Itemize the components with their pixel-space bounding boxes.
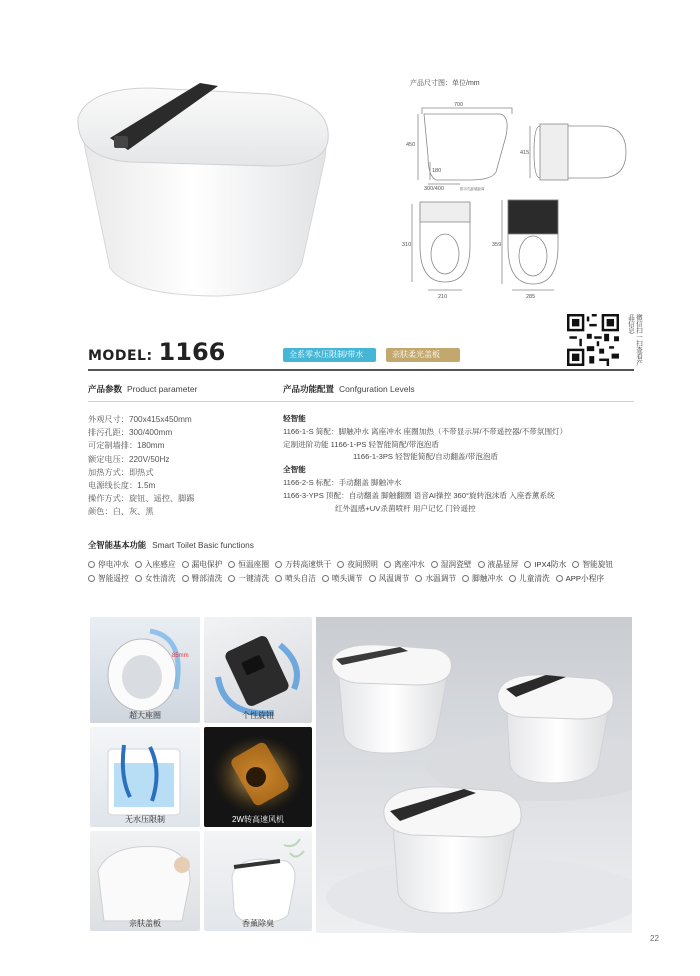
dim-side-rough-in-note: 排污孔距墙距离 bbox=[460, 187, 485, 191]
param-item: 可定制墙排：180mm bbox=[88, 441, 165, 451]
config-line: 红外温感+UV杀菌喷杆 用户记忆 门铃遥控 bbox=[335, 503, 476, 513]
function-label: 万转高速烘干 bbox=[285, 560, 332, 569]
function-label: 喷头调节 bbox=[331, 574, 363, 584]
photo-aroma bbox=[204, 831, 312, 931]
config-heading: 产品功能配置 Confguration Levels bbox=[283, 384, 415, 394]
function-label: 湿润瓷壁 bbox=[440, 560, 472, 569]
function-label: 风温调节 bbox=[378, 574, 410, 584]
function-label: 夜间照明 bbox=[347, 560, 378, 569]
dim-side-width: 700 bbox=[454, 102, 464, 108]
tank-image bbox=[90, 727, 200, 827]
caption-knob: 个性旋钮 bbox=[242, 711, 274, 720]
function-item bbox=[88, 558, 129, 572]
caption-seat: 超大座圈 bbox=[129, 711, 161, 720]
function-item bbox=[369, 572, 410, 586]
config-line: 全智能 bbox=[283, 465, 306, 475]
functions-list bbox=[88, 558, 644, 587]
config-line: 1166-1-3PS 轻智能简配/自动翻盖/带泡泡盾 bbox=[353, 452, 499, 462]
caption-lid: 亲肤盖板 bbox=[129, 919, 161, 928]
dim-bottom-depth-left: 310 bbox=[402, 242, 412, 248]
caption-aroma: 香薰除臭 bbox=[242, 919, 274, 928]
bullet-circle-icon bbox=[524, 561, 531, 568]
feature-tag-water-pressure: 全系零水压限制/带水 bbox=[283, 348, 376, 362]
dim-side-seat: 180 bbox=[432, 168, 442, 174]
param-item: 颜色：白、灰、黑 bbox=[88, 507, 154, 517]
function-item bbox=[228, 558, 269, 572]
photo-water-pressure bbox=[90, 727, 200, 827]
bullet-circle-icon bbox=[509, 575, 516, 582]
bullet-circle-icon bbox=[572, 561, 579, 568]
param-item: 电源线长度：1.5m bbox=[88, 481, 156, 491]
knob-image bbox=[204, 617, 312, 723]
functions-heading: 全智能基本功能 Smart Toilet Basic functions bbox=[88, 540, 254, 550]
bullet-circle-icon bbox=[88, 575, 95, 582]
bullet-circle-icon bbox=[135, 561, 142, 568]
seat-label: 85mm bbox=[172, 653, 189, 659]
photo-lid bbox=[90, 831, 200, 931]
hero-toilet-image bbox=[70, 78, 340, 308]
qr-code[interactable] bbox=[567, 314, 619, 366]
dim-bottom-depth-right: 359 bbox=[492, 242, 502, 248]
aroma-image bbox=[204, 831, 312, 931]
param-item: 额定电压：220V/50Hz bbox=[88, 454, 170, 464]
function-item bbox=[275, 558, 331, 572]
page-number: 22 bbox=[650, 934, 659, 943]
bullet-circle-icon bbox=[88, 561, 95, 568]
function-label: IPX4防水 bbox=[534, 560, 567, 569]
function-label: 儿童清洗 bbox=[518, 574, 550, 584]
function-item bbox=[182, 558, 223, 572]
function-item bbox=[415, 572, 456, 586]
function-item bbox=[337, 558, 378, 572]
function-label: 女性清洗 bbox=[144, 574, 176, 584]
model-number: 1166 bbox=[158, 338, 226, 366]
photo-fan bbox=[204, 727, 312, 827]
function-label: 恒温座圈 bbox=[238, 560, 270, 569]
dim-top-depth: 415 bbox=[520, 150, 530, 156]
function-label: 智能旋钮 bbox=[582, 560, 614, 569]
function-item bbox=[228, 572, 269, 586]
param-item: 排污孔距：300/400mm bbox=[88, 428, 173, 438]
qr-caption: 微信扫一扫查看产品信息 bbox=[627, 314, 642, 366]
bullet-circle-icon bbox=[431, 561, 438, 568]
function-label: 脚触冲水 bbox=[472, 574, 503, 584]
function-label: APP小程序 bbox=[565, 574, 605, 584]
function-item bbox=[524, 558, 566, 572]
fan-image bbox=[204, 727, 312, 827]
function-item bbox=[135, 558, 176, 572]
function-label: 臀部清洗 bbox=[191, 574, 223, 584]
bullet-circle-icon bbox=[275, 575, 282, 582]
caption-water-pressure: 无水压限制 bbox=[125, 815, 165, 824]
model-title bbox=[88, 338, 225, 366]
function-item bbox=[509, 572, 550, 586]
function-label: 喷头自洁 bbox=[285, 574, 316, 584]
function-item bbox=[322, 572, 363, 586]
param-item: 加热方式：即热式 bbox=[88, 467, 154, 477]
function-label: 一键清洗 bbox=[238, 574, 270, 584]
params-list bbox=[88, 413, 194, 519]
dim-side-height: 450 bbox=[406, 142, 416, 148]
feature-tag-soft-lid: 亲肤柔光盖板 bbox=[386, 348, 460, 362]
section-divider bbox=[88, 369, 634, 371]
function-label: 入座感应 bbox=[144, 560, 176, 569]
param-item: 操作方式：旋钮、遥控、脚踢 bbox=[88, 494, 195, 504]
bullet-circle-icon bbox=[462, 575, 469, 582]
dim-bottom-width-right: 285 bbox=[526, 294, 536, 300]
function-item bbox=[431, 558, 472, 572]
dimension-title: 产品尺寸图：单位/mm bbox=[410, 80, 480, 87]
function-label: 水温调节 bbox=[425, 574, 457, 584]
photo-knob bbox=[204, 617, 312, 723]
bullet-circle-icon bbox=[182, 561, 189, 568]
config-line: 定制进阶功能 1166-1-PS 轻智能简配/带泡泡盾 bbox=[283, 439, 439, 449]
config-line: 1166-1-S 简配：脚触冲水 离座冲水 座圈加热（不带显示屏/不带遥控器/不带氛围灯） bbox=[283, 426, 568, 436]
function-label: 液晶显屏 bbox=[487, 560, 519, 569]
function-item bbox=[572, 558, 613, 572]
function-item bbox=[478, 558, 519, 572]
heading-divider bbox=[88, 401, 634, 402]
config-line: 轻智能 bbox=[283, 414, 306, 423]
dimension-drawings bbox=[400, 96, 640, 306]
caption-fan: 2W转高速风机 bbox=[232, 815, 284, 824]
photo-seat bbox=[90, 617, 200, 723]
function-item bbox=[556, 572, 604, 586]
bullet-circle-icon bbox=[275, 561, 282, 568]
function-item bbox=[462, 572, 503, 586]
function-label: 漏电保护 bbox=[191, 560, 223, 569]
model-label: MODEL: bbox=[88, 348, 153, 364]
bullet-circle-icon bbox=[415, 575, 422, 582]
function-item bbox=[88, 572, 129, 586]
param-item: 外观尺寸：700x415x450mm bbox=[88, 415, 192, 424]
bullet-circle-icon bbox=[228, 561, 235, 568]
bullet-circle-icon bbox=[478, 561, 485, 568]
function-label: 停电冲水 bbox=[98, 560, 129, 569]
bullet-circle-icon bbox=[556, 575, 563, 582]
function-item bbox=[182, 572, 223, 586]
config-line: 1166-3-YPS 顶配：自动翻盖 脚触翻圈 语音AI操控 360°旋转泡沫盾 入座香薰系统 bbox=[283, 490, 555, 500]
seat-image bbox=[90, 617, 200, 723]
bullet-circle-icon bbox=[135, 575, 142, 582]
dim-side-rough-in: 300/400 bbox=[424, 186, 444, 192]
config-list bbox=[283, 413, 643, 515]
params-heading: 产品参数 Product parameter bbox=[88, 384, 198, 394]
function-item bbox=[384, 558, 425, 572]
function-label: 智能遥控 bbox=[98, 574, 129, 584]
config-line: 1166-2-S 标配：手动翻盖 脚触冲水 bbox=[283, 477, 402, 487]
dim-bottom-width-left: 210 bbox=[438, 294, 448, 300]
bullet-circle-icon bbox=[322, 575, 329, 582]
function-item bbox=[135, 572, 176, 586]
bullet-circle-icon bbox=[384, 561, 391, 568]
bullet-circle-icon bbox=[337, 561, 344, 568]
lifestyle-photo bbox=[316, 617, 632, 933]
function-label: 离座冲水 bbox=[393, 560, 425, 569]
lid-image bbox=[90, 831, 200, 931]
function-item bbox=[275, 572, 316, 586]
bullet-circle-icon bbox=[182, 575, 189, 582]
bullet-circle-icon bbox=[228, 575, 235, 582]
bullet-circle-icon bbox=[369, 575, 376, 582]
